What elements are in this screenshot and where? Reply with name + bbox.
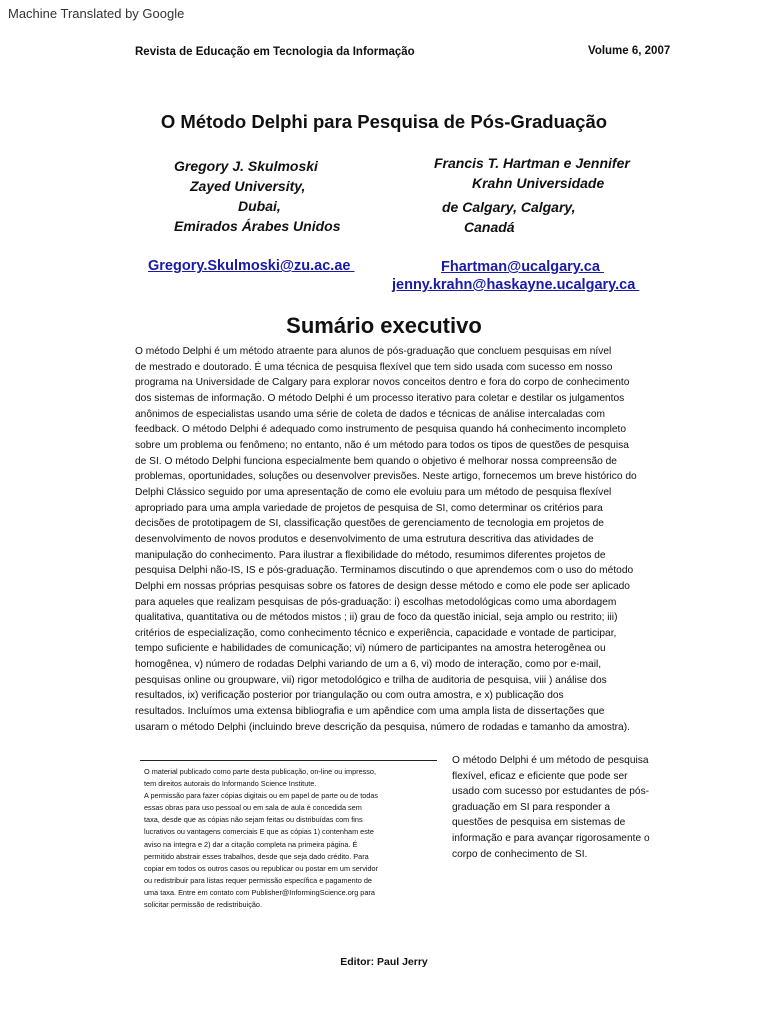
pull-quote-line: informação e para avançar rigorosamente o [452,832,650,844]
pull-quote-line: usado com sucesso por estudantes de pós- [452,786,650,798]
editor-credit: Editor: Paul Jerry [340,956,428,968]
abstract-line: sobre um problema ou fenômeno; no entanto, não é um método para todos os tipos de questões de pesquisa [135,439,629,451]
copyright-line: uma taxa. Entre em contato com Publisher@InformingScience.org para [144,887,375,897]
email-link-krahn[interactable]: jenny.krahn@haskayne.ucalgary.ca [392,277,640,293]
author-line: Dubai, [238,198,281,214]
abstract-line: problemas, oportunidades, soluções ou desenvolver previsões. Neste artigo, fornecemos um breve histórico do [135,471,637,483]
author-line: Emirados Árabes Unidos [174,218,341,234]
author-line: Krahn Universidade [472,175,605,191]
abstract-line: tempo suficiente e habilidades de comunicação; vi) número de participantes na amostra heterogênea ou [135,643,606,655]
abstract-line: feedback. O método Delphi é adequado como instrumento de pesquisa quando há conhecimento incompleto [135,424,627,436]
abstract-line: homogênea, v) número de rodadas Delphi variando de um a 6, vi) modo de interação, como por e-mail, [135,659,602,671]
abstract-line: critérios de especialização, como conhecimento técnico e experiência, capacidade e vontade de participar, [135,627,617,639]
email-link-skulmoski[interactable]: Gregory.Skulmoski@zu.ac.ae [148,258,355,274]
abstract-line: manipulação do conhecimento. Para ilustrar a flexibilidade do método, resumimos diferentes projetos de [135,549,606,561]
copyright-line: lucrativos ou vantagens comerciais E que as cópias 1) contenham este [144,827,374,837]
copyright-line: tem direitos autorais do Informando Science Institute. [144,779,317,789]
pull-quote-line: O método Delphi é um método de pesquisa [452,755,649,766]
author-line: Zayed University, [190,178,306,194]
copyright-line: essas obras para uso pessoal ou em sala de aula é concedida sem [144,803,362,813]
abstract-line: de mestrado e doutorado. É uma técnica de pesquisa flexível que tem sido usada com sucesso em nosso [135,361,613,373]
pull-quote-line: questões de pesquisa em sistemas de [452,817,626,829]
paper-title: O Método Delphi para Pesquisa de Pós-Graduação [160,111,608,132]
copyright-line: copiar em todos os outros casos ou republicar ou postar em um servidor [144,863,379,873]
copyright-line: A permissão para fazer cópias digitais ou em papel de parte ou de todas [144,791,379,801]
author-line: Gregory J. Skulmoski [174,158,318,174]
section-heading: Sumário executivo [286,313,482,338]
abstract-line: pesquisas online ou groupware, vii) rigor metodológico e trilha de auditoria de pesquisa, viii ) análise dos [135,674,607,686]
abstract-line: usaram o método Delphi (incluindo breve descrição da pesquisa, número de rodadas e tamanho da amostra). [135,721,630,733]
copyright-line: ou redistribuir para listas requer permissão específica e pagamento de [144,875,372,885]
author-line: Francis T. Hartman e Jennifer [434,155,630,171]
abstract-line: anônimos de especialistas usando uma série de coleta de dados e técnicas de análise intercaladas com [135,408,606,420]
author-line: de Calgary, Calgary, [442,199,576,215]
author-line: Canadá [464,219,515,235]
journal-name: Revista de Educação em Tecnologia da Informação [135,46,415,58]
abstract-line: para aqueles que realizam pesquisas de pós-graduação: i) escolhas metodológicas como uma abordagem [135,596,617,608]
copyright-line: solicitar permissão de redistribuição. [144,900,263,910]
copyright-line: aviso na íntegra e 2) dar a citação completa na primeira página. É [144,839,358,849]
copyright-line: permitido abstrair esses trabalhos, desde que seja dado crédito. Para [144,851,369,861]
abstract-line: O método Delphi é um método atraente para alunos de pós-graduação que concluem pesquisas em nível [135,346,612,357]
abstract-line: dos sistemas de informação. O método Delphi é um processo iterativo para coletar e destilar os julgamentos [135,392,625,404]
pull-quote-line: graduação em SI para responder a [452,801,611,813]
email-link-hartman[interactable]: Fhartman@ucalgary.ca [441,259,604,275]
abstract-line: desenvolvimento de novos produtos e desenvolvimento de uma estrutura descritiva das atividades de [135,533,594,545]
abstract-line: apropriado para uma ampla variedade de projetos de pesquisa de SI, como determinar os critérios para [135,502,603,514]
abstract-line: resultados. Incluímos uma extensa bibliografia e um apêndice com uma ampla lista de dissertações que [135,706,605,718]
machine-translation-banner: Machine Translated by Google [8,6,185,21]
abstract-line: programa na Universidade de Calgary para explorar novos conceitos dentro e fora do corpo de conhecimento [135,377,630,389]
abstract-line: decisões de prototipagem de SI, classificação questões de gerenciamento de tecnologia em projetos de [135,518,604,530]
abstract-line: Delphi em nossas próprias pesquisas sobre os fatores de design desse método e como ele pode ser aplicado [135,580,630,592]
pull-quote-line: corpo de conhecimento de SI. [452,848,588,860]
abstract-line: Delphi Clássico seguido por uma apresentação de como ele evoluiu para um método de pesquisa flexível [135,486,612,498]
abstract-line: resultados, ix) verificação posterior por triangulação ou com outra amostra, e x) publicação dos [135,690,564,702]
author-block-right [434,153,630,237]
author-block-left [174,156,341,236]
volume-label: Volume 6, 2007 [588,45,671,57]
copyright-notice [144,766,440,911]
copyright-divider [140,760,437,761]
copyright-line: taxa, desde que as cópias não sejam feitas ou distribuídas com fins [144,815,363,825]
abstract-line: de SI. O método Delphi funciona especialmente bem quando o objetivo é melhorar nossa compreensão de [135,455,617,467]
pull-quote-line: flexível, eficaz e eficiente que pode ser [452,770,628,782]
abstract-body [135,344,675,735]
abstract-line: qualitativa, quantitativa ou de métodos mistos ; ii) grau de foco da questão inicial, seja amplo ou restrito; iii) [135,612,618,624]
abstract-line: pesquisa Delphi não-IS, IS e pós-graduação. Terminamos discutindo o que aprendemos com o uso do método [135,565,634,577]
copyright-line: O material publicado como parte desta publicação, on-line ou impresso, [144,767,377,776]
pull-quote [452,753,687,862]
